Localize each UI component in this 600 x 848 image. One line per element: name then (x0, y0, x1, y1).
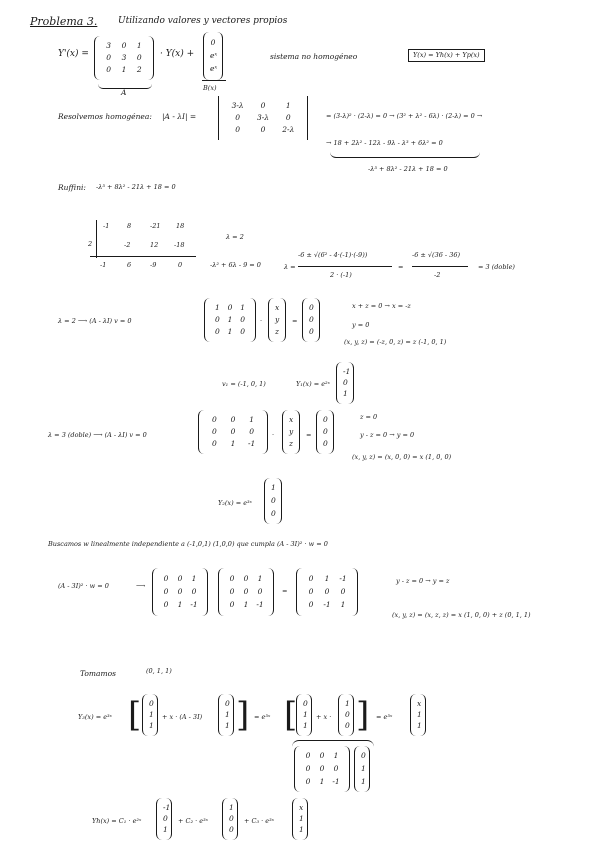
matrix-cell: 0 (305, 776, 311, 786)
matrix-cell: 0 (343, 378, 348, 387)
handwritten-page: Problema 3. Utilizando valores y vectores propios Y'(x) = 3 0 1 0 3 0 0 1 2 · Y(x) + 0 eˣ eˣ A B(x) sistema no homogéneo Y(x) = Yh(x) + Yp(x) Resolvemos homogénea: |A - λI| = 3-λ 0 1 0 3-λ 0 0 0 2-λ = (3-λ)² · (2-λ) = 0 → (3² + λ² - 6λ) · (2-λ) = 0 → → 18 + 2λ² - 12λ - 9λ - λ³ + 6λ² = 0 -λ³ + 8λ² - 21λ + 18 = 0 Ruffini: -λ³ + 8λ² - 21λ + 18 = 0 2 -1 8 -21 18 -2 12 -18 -1 6 -9 0 λ = 2 -λ² + 6λ - 9 = 0 λ = -6 ± √(6² - 4·(-1)·(-9)) 2 · (-1) = -6 ± √(36 - 36) -2 = 3 (doble) λ = 2 ⟶ (A - λI) v = 0 1 0 1 0 1 0 0 1 0 · x y z = 0 0 0 x + z = 0 → x = -z y = 0 (x, y, z) = (-z, 0, z) = z (-1, 0, 1) v₁ = (-1, 0, 1) Y₁(x) = e²ˣ -1 0 1 λ = 3 (doble) ⟶ (A - λI) v = 0 0 0 1 0 0 0 0 1 -1 · x y z = 0 0 0 z = 0 y - z = 0 → y = 0 (x, y, z) = (x, 0, 0) = x (1, 0, 0) Y₂(x) = e³ˣ 1 0 0 Buscamos w linealmente independiente a (-1,0,1) (1,0,0) que cumpla (A - 3I)² · w = 0 (A - 3I)² · w = 0 ⟶ 0 0 1 0 0 0 0 1 -1 0 0 1 0 0 0 0 1 -1 = 0 1 -1 0 0 0 0 -1 1 y - z = 0 → y = z (x, y, z) = (x, z, z) = x (1, 0, 0) + z (0, 1, 1) Tomamos (0, 1, 1) Y₃(x) = e³ˣ [ 0 1 1 + x · (A - 3I) 0 1 1 ] = e³ˣ [ 0 1 1 + x · 1 0 0 ] = e³ˣ x 1 1 0 0 1 0 0 0 0 1 -1 0 1 1 Yh(x) = C₁ · e²ˣ -1 0 1 + C₂ · e³ˣ 1 0 0 + C₃ · e³ˣ x 1 1 (0, 0, 600, 848)
formula-eq: = (398, 263, 404, 271)
matrix-cell: 1 (243, 600, 249, 610)
eig2-zero (302, 298, 320, 342)
matrix-cell: 1 (214, 303, 220, 312)
matrix-cell: 0 (240, 327, 246, 336)
ruffini-r1-3: 18 (176, 222, 185, 230)
matrix-cell: 1 (361, 764, 366, 773)
det-expr: |A - λI| = (162, 112, 197, 121)
ruffini-r3-3: 0 (178, 261, 183, 269)
matrix-cell: 1 (240, 303, 246, 312)
matrix-cell: 0 (149, 698, 154, 708)
matrix-cell: 1 (149, 721, 154, 731)
y3-vec-w (142, 694, 158, 736)
matrix-a (94, 36, 154, 80)
ruffini-r2-2: -18 (174, 241, 185, 249)
eig2-matrix (204, 298, 256, 342)
matrix-cell: 1 (319, 776, 325, 786)
matrix-cell: 2 (136, 65, 142, 74)
ruffini-r3-1: 6 (127, 261, 132, 269)
matrix-cell: 1 (227, 327, 233, 336)
matrix-cell: 0 (229, 825, 234, 835)
gen-m1 (152, 568, 208, 616)
matrix-cell: 0 (214, 327, 220, 336)
matrix-cell: 0 (309, 303, 314, 312)
label-b: B(x) (203, 84, 217, 92)
matrix-cell: z (275, 327, 279, 336)
gen-m3 (296, 568, 358, 616)
matrix-cell: -1 (332, 776, 340, 786)
matrix-cell: 0 (211, 415, 217, 424)
matrix-cell: 0 (163, 600, 169, 610)
matrix-cell: 0 (191, 587, 197, 596)
problem-title: Problema 3. (30, 15, 98, 28)
solution-plus3: + C₃ · e³ˣ (244, 817, 275, 825)
matrix-cell: 0 (225, 698, 230, 708)
eig3-y2: Y₂(x) = e³ˣ (218, 499, 252, 507)
eig3-matrix (198, 410, 268, 454)
matrix-cell: 0 (271, 508, 276, 518)
matrix-cell: x (417, 698, 422, 708)
ruffini-r1-1: 8 (127, 222, 132, 230)
eig3-zero (316, 410, 334, 454)
matrix-cell: 0 (319, 751, 325, 761)
matrix-cell: 1 (303, 721, 308, 731)
ruffini-poly: -λ³ + 8λ² - 21λ + 18 = 0 (96, 183, 176, 191)
lambda-2: λ = 2 (226, 233, 244, 241)
tomamos-w: (0, 1, 1) (146, 667, 172, 675)
matrix-cell: 2-λ (282, 125, 295, 134)
system-lhs: Y'(x) = (58, 49, 89, 59)
matrix-cell: 0 (260, 125, 266, 134)
solution-v3 (292, 798, 308, 840)
matrix-cell: 0 (210, 37, 216, 47)
formula-den2: -2 (434, 271, 441, 279)
matrix-cell: 0 (271, 496, 276, 505)
matrix-cell: 0 (227, 303, 233, 312)
matrix-cell: 0 (229, 600, 235, 610)
matrix-cell: 1 (257, 573, 263, 583)
det-matrix (218, 96, 308, 140)
matrix-cell: 0 (235, 113, 241, 122)
eig3-eq3: (x, y, z) = (x, 0, 0) = x (1, 0, 0) (352, 453, 452, 461)
matrix-cell: 0 (106, 65, 112, 74)
gen-m2 (218, 568, 274, 616)
matrix-cell: 0 (308, 600, 314, 610)
matrix-cell: 0 (230, 427, 236, 436)
matrix-cell: 0 (243, 587, 249, 596)
matrix-cell: 1 (227, 315, 233, 324)
ruffini-r1-2: -21 (150, 222, 161, 230)
matrix-cell: x (299, 802, 304, 812)
matrix-cell: 0 (308, 573, 314, 583)
matrix-cell: 0 (136, 53, 142, 62)
solution-v2 (222, 798, 238, 840)
matrix-cell: 1 (230, 439, 236, 448)
matrix-cell: 0 (333, 764, 339, 773)
matrix-cell: 0 (243, 573, 249, 583)
eig3-y2-vec (264, 478, 282, 524)
matrix-cell: z (289, 439, 293, 448)
matrix-cell: 1 (177, 600, 183, 610)
matrix-cell: 1 (299, 825, 304, 835)
solution-structure-box: Y(x) = Yh(x) + Yp(x) (408, 49, 485, 62)
ruffini-r3-2: -9 (150, 261, 157, 269)
eig3-label: λ = 3 (doble) ⟶ (A - λI) v = 0 (48, 431, 147, 439)
matrix-cell: 0 (211, 427, 217, 436)
matrix-cell: 1 (191, 573, 197, 583)
ruffini-r2-0: -2 (124, 241, 131, 249)
eig2-vec (268, 298, 286, 342)
y3-eq2: = e³ˣ (376, 713, 393, 721)
matrix-cell: 0 (163, 814, 168, 823)
matrix-cell: 0 (249, 427, 255, 436)
matrix-cell: 0 (361, 751, 366, 761)
matrix-cell: 0 (163, 573, 169, 583)
y3-mult-matrix (294, 746, 350, 792)
matrix-cell: 1 (225, 710, 230, 719)
y3-plusx: + x · (A - 3I) (162, 713, 203, 721)
matrix-cell: 0 (323, 439, 328, 448)
matrix-cell: 0 (235, 125, 241, 134)
matrix-cell: 1 (299, 814, 304, 823)
matrix-cell: 1 (149, 710, 154, 719)
matrix-cell: 1 (121, 65, 127, 74)
matrix-cell: 1 (225, 721, 230, 731)
matrix-cell: 0 (345, 710, 350, 719)
tomamos-label: Tomamos (80, 669, 116, 678)
matrix-cell: 1 (136, 41, 142, 50)
y3-eq: = e³ˣ (254, 713, 271, 721)
problem-statement: Utilizando valores y vectores propios (118, 16, 288, 26)
matrix-cell: 1 (229, 802, 234, 812)
matrix-cell: 3 (121, 53, 127, 62)
matrix-cell: 0 (240, 315, 246, 324)
matrix-cell: 0 (177, 573, 183, 583)
matrix-cell: 1 (340, 600, 346, 610)
matrix-cell: 0 (229, 587, 235, 596)
matrix-cell: 3-λ (231, 101, 244, 110)
matrix-cell: -1 (190, 600, 198, 610)
char-eq-line1: = (3-λ)² · (2-λ) = 0 → (3² + λ² - 6λ) · (2-λ) = 0 → (326, 112, 483, 120)
generalized-text: Buscamos w linealmente independiente a (-1,0,1) (1,0,0) que cumpla (A - 3I)² · w = 0 (48, 540, 328, 548)
matrix-cell: 0 (345, 721, 350, 731)
ruffini-r1-0: -1 (103, 222, 110, 230)
eig2-y1: Y₁(x) = e²ˣ (296, 380, 330, 388)
gen-eq1: y - z = 0 → y = z (396, 577, 450, 585)
matrix-cell: 1 (333, 751, 339, 761)
matrix-cell: 0 (211, 439, 217, 448)
formula-num2: -6 ± √(36 - 36) (412, 251, 460, 259)
y3-lhs: Y₃(x) = e³ˣ (78, 713, 112, 721)
matrix-cell: eˣ (210, 64, 218, 74)
solution-lhs: Yh(x) = C₁ · e²ˣ (92, 817, 142, 825)
matrix-cell: 0 (285, 113, 291, 122)
matrix-cell: 1 (285, 101, 291, 110)
ruffini-divisor: 2 (88, 240, 93, 248)
ruffini-r2-1: 12 (150, 241, 159, 249)
formula-lambda: λ = (284, 263, 296, 271)
matrix-cell: 0 (323, 427, 328, 436)
matrix-cell: 0 (214, 315, 220, 324)
matrix-cell: y (289, 427, 294, 436)
matrix-cell: -1 (343, 366, 351, 376)
matrix-cell: 0 (323, 415, 328, 424)
eig3-eq1: z = 0 (360, 413, 378, 421)
matrix-cell: 1 (343, 389, 348, 399)
char-eq-line2: → 18 + 2λ² - 12λ - 9λ - λ³ + 6λ² = 0 (326, 139, 443, 147)
y3-mult-vec (354, 746, 370, 792)
matrix-cell: x (289, 415, 294, 424)
matrix-cell: 3 (106, 41, 112, 50)
matrix-cell: -1 (339, 573, 347, 583)
ruffini-label: Ruffini: (58, 183, 86, 192)
matrix-cell: 1 (417, 721, 422, 731)
matrix-cell: 0 (257, 587, 263, 596)
y3-vec-w2 (218, 694, 234, 736)
system-times: · Y(x) + (160, 49, 195, 59)
matrix-cell: 0 (309, 315, 314, 324)
eig3-eq2: y - z = 0 → y = 0 (360, 431, 415, 439)
matrix-cell: 0 (303, 698, 308, 708)
matrix-cell: -1 (163, 802, 171, 812)
matrix-cell: 0 (340, 587, 346, 596)
ruffini-r3-0: -1 (100, 261, 107, 269)
eig2-eq3: (x, y, z) = (-z, 0, z) = z (-1, 0, 1) (344, 338, 447, 346)
matrix-cell: -1 (248, 439, 256, 448)
matrix-cell: 0 (121, 41, 127, 50)
label-a: A (121, 88, 127, 97)
matrix-cell: 1 (345, 698, 350, 708)
matrix-cell: 0 (106, 53, 112, 62)
matrix-cell: 0 (230, 415, 236, 424)
gen-eq2: (x, y, z) = (x, z, z) = x (1, 0, 0) + z (0, 1, 1) (392, 611, 531, 619)
matrix-cell: 0 (319, 764, 325, 773)
char-eq-line3: -λ³ + 8λ² - 21λ + 18 = 0 (368, 165, 448, 173)
matrix-cell: 1 (361, 776, 366, 786)
matrix-cell: 1 (163, 825, 168, 835)
system-note: sistema no homogéneo (270, 52, 358, 61)
matrix-cell: 0 (305, 764, 311, 773)
y3-vec-w3 (296, 694, 312, 736)
eig2-eq1: x + z = 0 → x = -z (352, 302, 411, 310)
formula-result: = 3 (doble) (478, 263, 515, 271)
eig2-v1: v₁ = (-1, 0, 1) (222, 380, 266, 388)
generalized-lhs: (A - 3I)² · w = 0 (58, 582, 109, 590)
homogeneous-label: Resolvemos homogénea: (58, 112, 152, 121)
eig2-y1-vec (336, 362, 354, 404)
matrix-cell: 0 (305, 751, 311, 761)
matrix-cell: 1 (303, 710, 308, 719)
matrix-cell: 0 (229, 814, 234, 823)
matrix-cell: 3-λ (256, 113, 270, 122)
matrix-cell: y (275, 315, 280, 324)
y3-vec-100 (338, 694, 354, 736)
matrix-cell: 1 (324, 573, 330, 583)
y3-final (410, 694, 426, 736)
formula-num: -6 ± √(6² - 4·(-1)·(-9)) (298, 251, 368, 259)
quadratic: -λ² + 6λ - 9 = 0 (210, 261, 261, 269)
matrix-cell: 0 (260, 101, 266, 110)
vector-b (203, 32, 223, 80)
eig2-eq2: y = 0 (352, 321, 370, 329)
matrix-cell: x (275, 303, 280, 312)
matrix-cell: 0 (229, 573, 235, 583)
eig3-vec (282, 410, 300, 454)
matrix-cell: eˣ (210, 51, 218, 60)
formula-den: 2 · (-1) (330, 271, 352, 279)
matrix-cell: 1 (249, 415, 255, 424)
matrix-cell: -1 (323, 600, 331, 610)
matrix-cell: -1 (256, 600, 264, 610)
matrix-cell: 0 (324, 587, 330, 596)
solution-v1 (156, 798, 172, 840)
eig2-label: λ = 2 ⟶ (A - λI) v = 0 (58, 317, 132, 325)
solution-plus2: + C₂ · e³ˣ (178, 817, 209, 825)
matrix-cell: 1 (271, 483, 276, 493)
matrix-cell: 0 (163, 587, 169, 596)
matrix-cell: 0 (177, 587, 183, 596)
matrix-cell: 0 (309, 327, 314, 336)
matrix-cell: 0 (308, 587, 314, 596)
matrix-cell: 1 (417, 710, 422, 719)
